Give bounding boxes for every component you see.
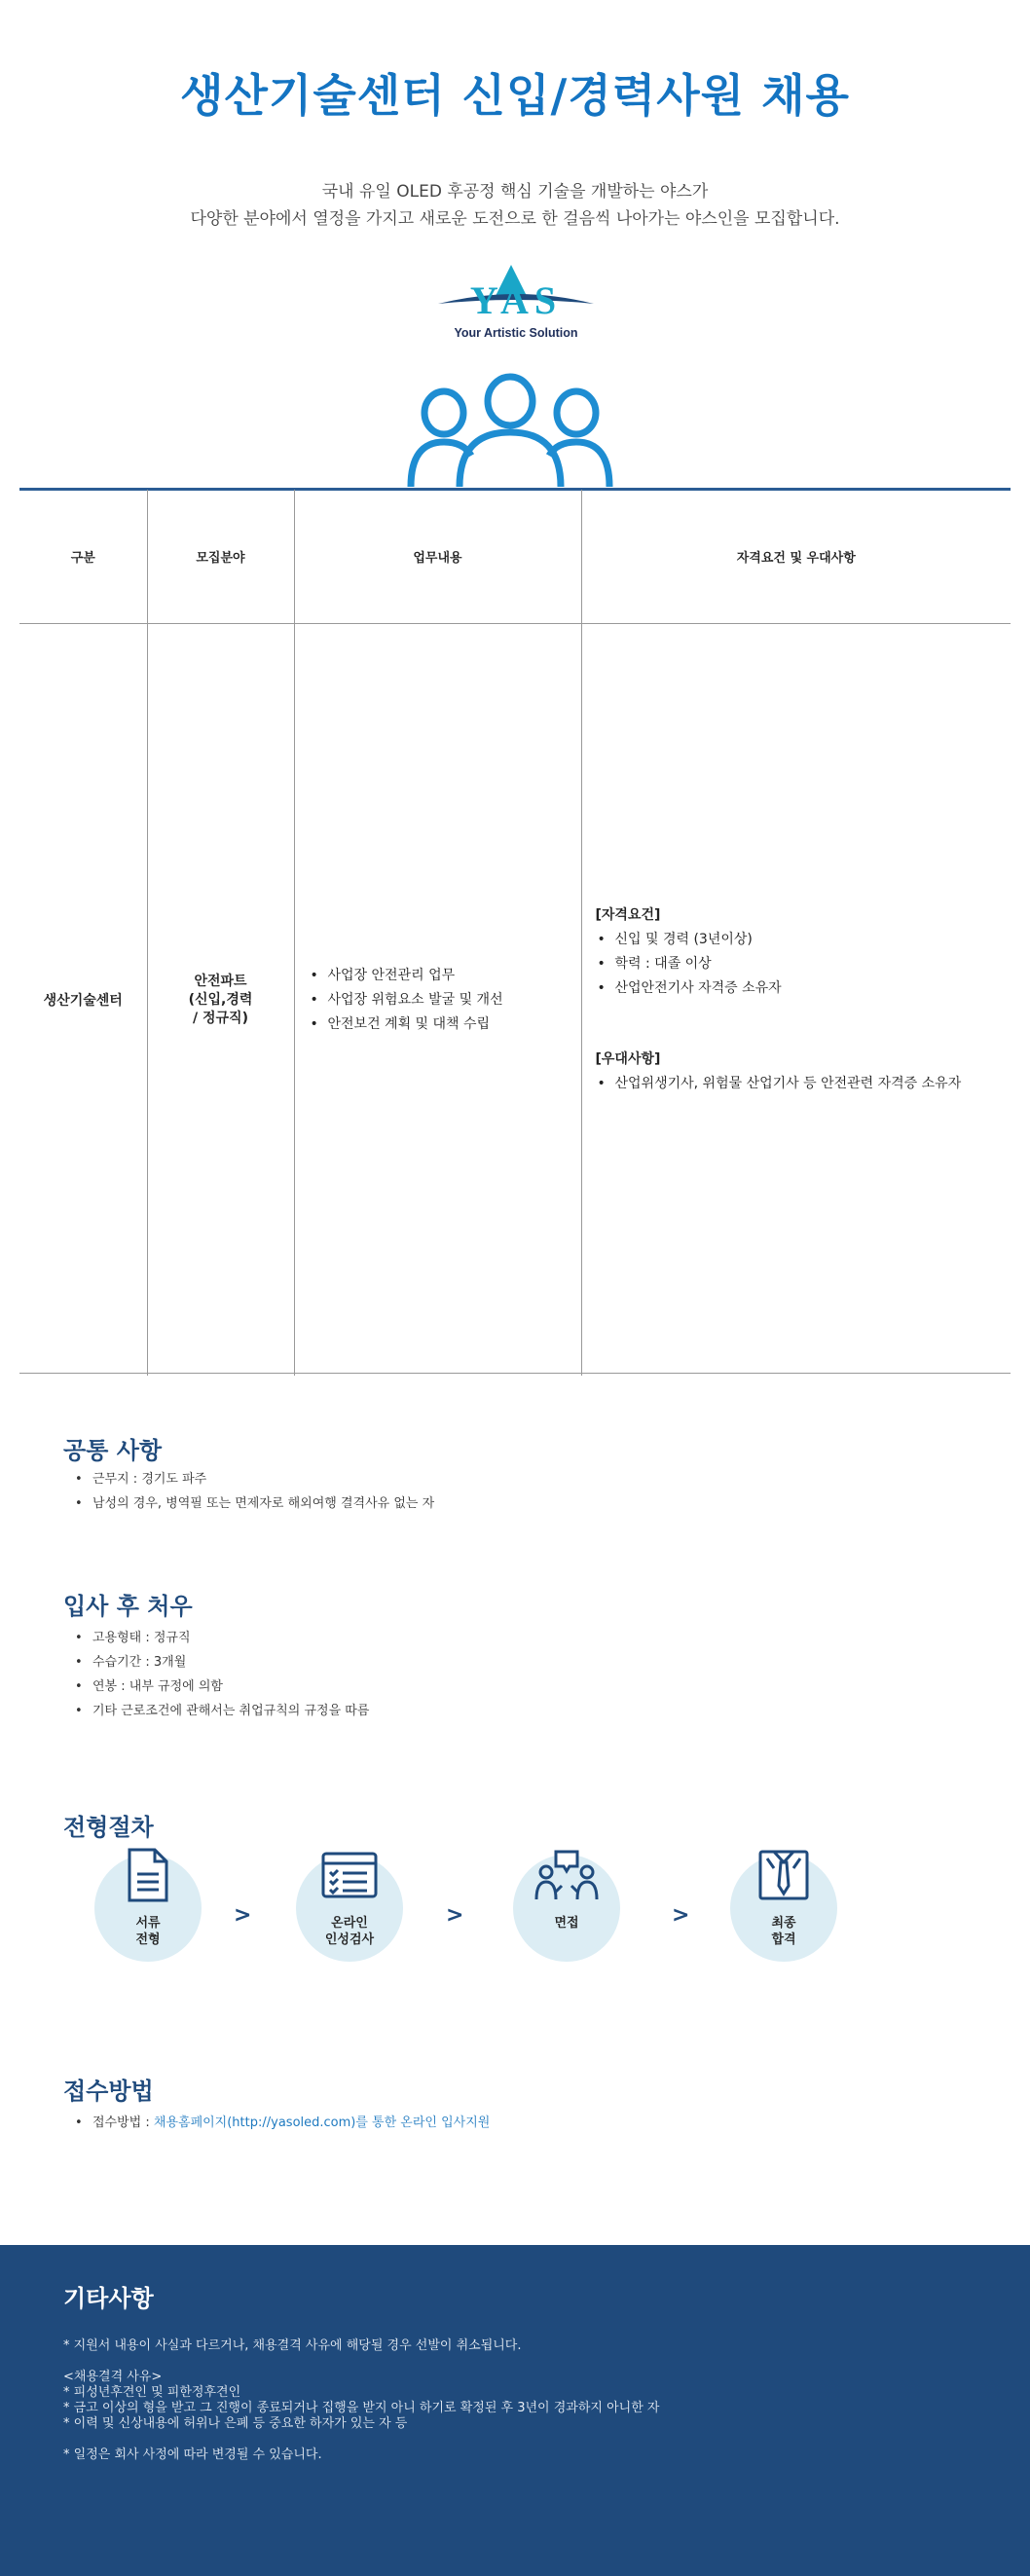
header-field: 모집분야	[147, 490, 294, 624]
intro-line-1: 국내 유일 OLED 후공정 핵심 기술을 개발하는 야스가	[321, 182, 709, 202]
checklist-icon	[320, 1851, 379, 1899]
logo-letters: YAS	[469, 278, 563, 322]
step-arrow: >	[672, 1903, 690, 1928]
footer	[0, 2245, 1030, 2576]
list-item: • 기타 근로조건에 관해서는 취업규칙의 규정을 따름	[92, 1699, 369, 1723]
footer-line	[63, 2432, 659, 2447]
header-requirements: 자격요건 및 우대사항	[581, 490, 1011, 624]
field-line-1: 안전파트	[194, 973, 247, 989]
list-item: • 수습기간 : 3개월	[92, 1650, 369, 1674]
list-item: • 연봉 : 내부 규정에 의함	[92, 1674, 369, 1699]
interview-icon	[534, 1849, 599, 1903]
recruit-table	[19, 490, 1011, 1376]
cell-field	[147, 624, 294, 1377]
process-title: 전형절차	[63, 1814, 154, 1841]
shirt-tie-icon	[757, 1849, 810, 1901]
list-item: • 안전보건 계획 및 대책 수립	[328, 1012, 580, 1037]
footer-line: * 금고 이상의 형을 받고 그 진행이 종료되거나 집행을 받지 아니 하기로 확정된 후 3년이 경과하지 아니한 자	[63, 2401, 660, 2415]
step-arrow: >	[446, 1903, 464, 1928]
footer-line: * 지원서 내용이 사실과 다르거나, 채용결격 사유에 해당될 경우 선발이 취소됩니다.	[63, 2338, 522, 2353]
list-item: • 사업장 안전관리 업무	[328, 964, 580, 988]
step-interview-label	[513, 1915, 620, 1932]
field-line-3: / 정규직)	[193, 1010, 248, 1026]
step-label-line: 전형	[135, 1932, 161, 1947]
list-item: • 신입 및 경력 (3년이상)	[615, 928, 1011, 952]
apply-label: 접수방법 :	[92, 2116, 154, 2130]
footer-title: 기타사항	[63, 2285, 154, 2312]
requirements-list	[596, 928, 1011, 1001]
company-logo	[428, 263, 604, 343]
footer-line: * 이력 및 신상내용에 허위나 은폐 등 중요한 하자가 있는 자 등	[63, 2416, 408, 2431]
list-item: • 산업위생기사, 위험물 산업기사 등 안전관련 자격증 소유자	[615, 1072, 1011, 1096]
logo-tagline: Your Artistic Solution	[454, 326, 578, 340]
footer-line: * 피성년후견인 및 피한정후견인	[63, 2385, 241, 2400]
apply-list	[73, 2111, 490, 2135]
step-document-label	[94, 1915, 202, 1948]
step-label-line: 면접	[554, 1916, 579, 1931]
common-list	[73, 1467, 434, 1516]
cell-requirements	[581, 624, 1011, 1377]
header-division: 구분	[19, 490, 147, 624]
common-title: 공통 사항	[63, 1437, 163, 1464]
step-label-line: 인성검사	[324, 1932, 375, 1947]
apply-title: 접수방법	[63, 2078, 154, 2105]
list-item: • 근무지 : 경기도 파주	[92, 1467, 434, 1491]
footer-line: * 일정은 회사 사정에 따라 변경될 수 있습니다.	[63, 2447, 322, 2462]
cell-duties	[294, 624, 581, 1377]
step-label-line: 온라인	[331, 1916, 368, 1931]
step-label-line: 서류	[135, 1916, 161, 1931]
benefits-list	[73, 1626, 369, 1723]
step-label-line: 최종	[771, 1916, 796, 1931]
step-interview	[513, 1855, 620, 1962]
document-icon	[124, 1847, 172, 1903]
cell-division: 생산기술센터	[43, 993, 123, 1009]
apply-link[interactable]: 채용홈페이지(http://yasoled.com)를 통한 온라인 입사지원	[153, 2116, 491, 2130]
intro-line-2: 다양한 분야에서 열정을 가지고 새로운 도전으로 한 걸음씩 나아가는 야스인을 모집합니다.	[190, 209, 840, 229]
preferences-title: [우대사항]	[595, 1051, 661, 1067]
people-icon	[403, 372, 617, 489]
list-item	[92, 2111, 490, 2135]
table-header-row	[19, 490, 1011, 624]
footer-line: <채용결격 사유>	[63, 2370, 163, 2384]
requirements-title: [자격요건]	[595, 907, 661, 923]
field-line-2: (신입,경력	[188, 991, 253, 1008]
list-item: • 산업안전기사 자격증 소유자	[615, 976, 1011, 1001]
step-arrow: >	[234, 1903, 252, 1928]
page-title: 생산기술센터 신입/경력사원 채용	[180, 69, 850, 122]
footer-line	[63, 2354, 659, 2370]
list-item: • 고용형태 : 정규직	[92, 1626, 369, 1650]
benefits-title: 입사 후 처우	[63, 1593, 193, 1620]
table-bottom-rule	[19, 1373, 1011, 1374]
step-final-label	[730, 1915, 837, 1948]
step-label-line: 합격	[771, 1932, 796, 1947]
footer-notes	[63, 2338, 659, 2463]
table-row	[19, 624, 1011, 1377]
intro-text	[0, 178, 1030, 233]
duties-list	[309, 964, 580, 1037]
preferences-list	[596, 1072, 1011, 1096]
list-item: • 남성의 경우, 병역필 또는 면제자로 해외여행 결격사유 없는 자	[92, 1491, 434, 1516]
list-item: • 사업장 위험요소 발굴 및 개선	[328, 988, 580, 1012]
step-online-test-label	[296, 1915, 403, 1948]
list-item: • 학력 : 대졸 이상	[615, 952, 1011, 976]
header-duties: 업무내용	[294, 490, 581, 624]
